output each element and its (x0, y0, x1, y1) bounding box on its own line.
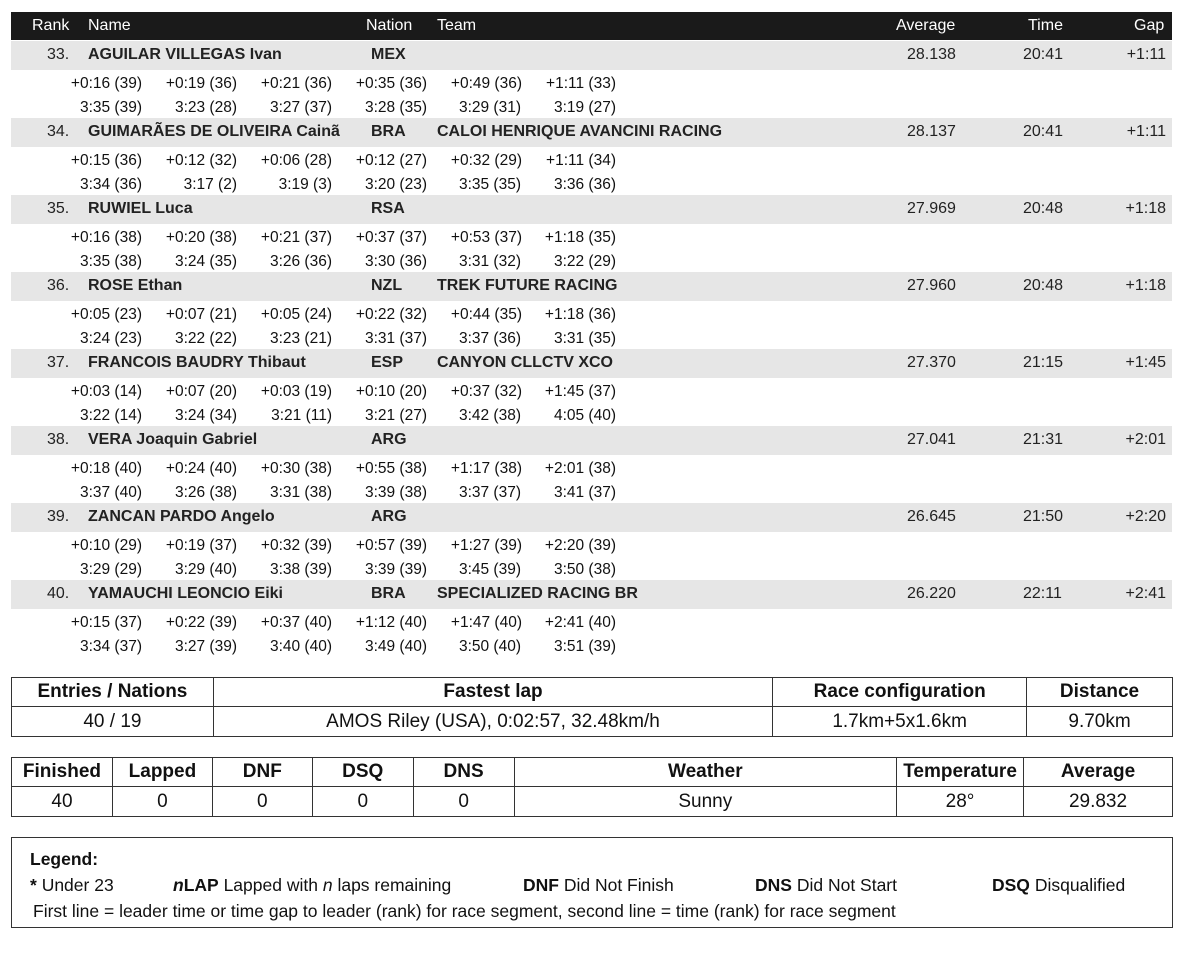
average-speed-value: 29.832 (1024, 787, 1173, 817)
segment-gap: +0:12 (27) (355, 152, 427, 169)
segment-time: 3:20 (23) (364, 176, 427, 193)
rider-gap: +1:11 (1126, 123, 1166, 140)
segment-time: 3:29 (29) (79, 561, 142, 578)
weather-header: Weather (514, 758, 897, 787)
segment-time: 3:38 (39) (269, 561, 332, 578)
rider-main-row (11, 41, 1172, 70)
segment-time: 3:37 (37) (458, 484, 521, 501)
segment-time: 3:23 (21) (269, 330, 332, 347)
legend-dsq: DSQ Disqualified (992, 875, 1126, 895)
segment-gap: +0:24 (40) (165, 460, 237, 477)
segment-gap: +0:19 (36) (165, 75, 237, 92)
segment-gap: +0:21 (37) (260, 229, 332, 246)
weather-value: Sunny (514, 787, 897, 817)
segment-time: 3:35 (39) (79, 99, 142, 116)
segment-time: 3:40 (40) (269, 638, 332, 655)
segment-time: 3:28 (35) (364, 99, 427, 116)
fastest-lap-value: AMOS Riley (USA), 0:02:57, 32.48km/h (213, 707, 772, 737)
legend-dns: DNS Did Not Start (755, 875, 898, 895)
segment-gap: +1:17 (38) (450, 460, 522, 477)
segment-time: 3:31 (37) (364, 330, 427, 347)
rider-team: SPECIALIZED RACING BR (437, 585, 638, 602)
rider-nation: NZL (371, 277, 403, 294)
segment-gap: +0:16 (38) (70, 229, 142, 246)
dns-value: 0 (413, 787, 514, 817)
segment-time: 3:21 (11) (271, 407, 332, 424)
entries-header: Entries / Nations (12, 678, 214, 707)
race-config-header: Race configuration (773, 678, 1027, 707)
segment-time: 3:31 (35) (553, 330, 616, 347)
segment-time: 3:50 (40) (458, 638, 521, 655)
segment-time: 3:37 (40) (79, 484, 142, 501)
segment-time: 3:36 (36) (553, 176, 616, 193)
segment-gap: +0:16 (39) (70, 75, 142, 92)
rider-average: 27.960 (907, 277, 956, 294)
rider-average: 26.645 (907, 508, 956, 525)
rider-rank: 34. (47, 123, 70, 140)
segment-gap: +0:37 (40) (260, 614, 332, 631)
lapped-header: Lapped (112, 758, 212, 787)
segment-gap: +2:20 (39) (544, 537, 616, 554)
segment-gap: +0:07 (20) (165, 383, 237, 400)
segment-gap: +0:10 (29) (70, 537, 142, 554)
rider-nation: RSA (371, 200, 405, 217)
segment-time: 4:05 (40) (553, 407, 616, 424)
rider-gap: +1:18 (1125, 200, 1166, 217)
segment-gap: +0:32 (29) (450, 152, 522, 169)
segment-time: 3:24 (23) (79, 330, 142, 347)
rider-main-row (11, 580, 1172, 609)
rider-main-row (11, 118, 1172, 147)
segment-time: 3:27 (37) (269, 99, 332, 116)
rider-entry (11, 580, 1172, 657)
segment-gap: +0:21 (36) (260, 75, 332, 92)
segment-gap: +0:06 (28) (260, 152, 332, 169)
segment-time: 3:24 (34) (174, 407, 237, 424)
segment-gap: +0:44 (35) (450, 306, 522, 323)
rider-gap: +1:11 (1126, 46, 1166, 63)
segment-time: 3:49 (40) (364, 638, 427, 655)
segment-time: 3:35 (35) (458, 176, 521, 193)
segment-time: 3:27 (39) (174, 638, 237, 655)
rider-name: YAMAUCHI LEONCIO Eiki (88, 585, 283, 602)
rider-gap: +1:45 (1125, 354, 1166, 371)
dnf-header: DNF (212, 758, 312, 787)
segment-time: 3:39 (39) (364, 561, 427, 578)
rider-team: TREK FUTURE RACING (437, 277, 618, 294)
result-stats-table (11, 757, 1173, 817)
rider-entry (11, 272, 1172, 349)
rider-main-row (11, 349, 1172, 378)
segment-time: 3:50 (38) (553, 561, 616, 578)
segment-time: 3:19 (27) (553, 99, 616, 116)
rider-entry (11, 41, 1172, 118)
segment-time: 3:37 (36) (458, 330, 521, 347)
segment-gap: +1:18 (35) (544, 229, 616, 246)
rider-name: FRANCOIS BAUDRY Thibaut (88, 354, 306, 371)
rider-entry (11, 503, 1172, 580)
segment-gap: +1:11 (34) (546, 152, 616, 169)
segment-time: 3:29 (40) (174, 561, 237, 578)
segment-gap: +0:32 (39) (260, 537, 332, 554)
segment-gap: +0:30 (38) (260, 460, 332, 477)
segment-gap: +0:55 (38) (355, 460, 427, 477)
segment-time: 3:39 (38) (364, 484, 427, 501)
entries-value: 40 / 19 (12, 707, 214, 737)
rider-team: CANYON CLLCTV XCO (437, 354, 613, 371)
rider-time: 20:48 (1023, 277, 1064, 294)
rider-average: 28.138 (907, 46, 956, 63)
rider-name: VERA Joaquin Gabriel (88, 431, 258, 448)
segment-gap: +0:19 (37) (165, 537, 237, 554)
segment-gap: +2:01 (38) (544, 460, 616, 477)
rider-nation: ARG (371, 431, 407, 448)
segment-gap: +0:49 (36) (450, 75, 522, 92)
rider-time: 21:50 (1023, 508, 1064, 525)
rider-time: 20:48 (1023, 200, 1064, 217)
race-config-value: 1.7km+5x1.6km (773, 707, 1027, 737)
rider-rank: 40. (47, 585, 70, 602)
segment-gap: +1:18 (36) (544, 306, 616, 323)
segment-gap: +0:37 (37) (355, 229, 427, 246)
fastest-lap-header: Fastest lap (213, 678, 772, 707)
rider-average: 27.969 (907, 200, 956, 217)
segment-time: 3:26 (36) (269, 253, 332, 270)
rider-rank: 38. (47, 431, 70, 448)
legend-box (11, 837, 1173, 928)
rider-gap: +1:18 (1125, 277, 1166, 294)
distance-value: 9.70km (1027, 707, 1173, 737)
rider-nation: ESP (371, 354, 404, 371)
segment-time: 3:35 (38) (79, 253, 142, 270)
segment-gap: +0:05 (24) (260, 306, 332, 323)
segment-gap: +0:22 (32) (355, 306, 427, 323)
segment-time: 3:34 (36) (79, 176, 142, 193)
rider-average: 26.220 (907, 585, 956, 602)
rider-rank: 33. (47, 46, 70, 63)
segment-time: 3:24 (35) (174, 253, 237, 270)
segment-gap: +0:05 (23) (70, 306, 142, 323)
rider-time: 21:31 (1023, 431, 1064, 448)
rider-entry (11, 426, 1172, 503)
rider-name: AGUILAR VILLEGAS Ivan (88, 46, 282, 63)
rider-rank: 37. (47, 354, 70, 371)
rider-time: 22:11 (1023, 585, 1062, 602)
segment-gap: +0:57 (39) (355, 537, 427, 554)
segment-gap: +1:45 (37) (544, 383, 616, 400)
segment-time: 3:22 (14) (79, 407, 142, 424)
segment-time: 3:29 (31) (458, 99, 521, 116)
segment-gap: +0:03 (19) (260, 383, 332, 400)
rider-main-row (11, 426, 1172, 455)
segment-time: 3:19 (3) (278, 176, 332, 193)
rider-nation: BRA (371, 585, 406, 602)
segment-time: 3:41 (37) (553, 484, 616, 501)
rider-time: 20:41 (1023, 123, 1064, 140)
segment-time: 3:22 (29) (553, 253, 616, 270)
col-rank: Rank (32, 17, 70, 34)
segment-gap: +0:12 (32) (165, 152, 237, 169)
race-summary-table (11, 677, 1173, 737)
col-time: Time (1028, 17, 1063, 34)
average-header: Average (1024, 758, 1173, 787)
rider-rank: 35. (47, 200, 70, 217)
temperature-header: Temperature (897, 758, 1024, 787)
segment-time: 3:31 (32) (458, 253, 521, 270)
rider-gap: +2:20 (1125, 508, 1166, 525)
rider-entry (11, 118, 1172, 195)
segment-gap: +0:20 (38) (165, 229, 237, 246)
segment-gap: +0:15 (36) (70, 152, 142, 169)
rider-average: 28.137 (907, 123, 956, 140)
rider-main-row (11, 272, 1172, 301)
segment-gap: +1:47 (40) (450, 614, 522, 631)
segment-gap: +0:15 (37) (70, 614, 142, 631)
segment-gap: +1:27 (39) (450, 537, 522, 554)
rider-entry (11, 349, 1172, 426)
segment-gap: +0:53 (37) (450, 229, 522, 246)
rider-time: 21:15 (1023, 354, 1064, 371)
segment-gap: +0:03 (14) (70, 383, 142, 400)
rider-time: 20:41 (1023, 46, 1064, 63)
rider-nation: ARG (371, 508, 407, 525)
col-name: Name (88, 17, 131, 34)
rider-gap: +2:41 (1125, 585, 1166, 602)
rider-name: RUWIEL Luca (88, 200, 193, 217)
segment-gap: +0:18 (40) (70, 460, 142, 477)
segment-time: 3:22 (22) (174, 330, 237, 347)
segment-gap: +1:12 (40) (355, 614, 427, 631)
segment-gap: +0:22 (39) (165, 614, 237, 631)
rider-name: ZANCAN PARDO Angelo (88, 508, 275, 525)
results-header (11, 12, 1172, 40)
legend-dnf: DNF Did Not Finish (523, 875, 674, 895)
finished-value: 40 (12, 787, 113, 817)
legend-title: Legend: (30, 849, 99, 869)
segment-time: 3:21 (27) (364, 407, 427, 424)
segment-gap: +1:11 (33) (546, 75, 616, 92)
legend-under23: * Under 23 (30, 875, 114, 895)
segment-time: 3:30 (36) (364, 253, 427, 270)
rider-gap: +2:01 (1125, 431, 1166, 448)
rider-entry (11, 195, 1172, 272)
rider-rank: 36. (47, 277, 70, 294)
segment-time: 3:34 (37) (79, 638, 142, 655)
segment-gap: +0:35 (36) (355, 75, 427, 92)
rider-main-row (11, 503, 1172, 532)
segment-time: 3:51 (39) (553, 638, 616, 655)
rider-nation: BRA (371, 123, 406, 140)
segment-gap: +0:07 (21) (165, 306, 237, 323)
segment-gap: +2:41 (40) (544, 614, 616, 631)
rider-nation: MEX (371, 46, 406, 63)
lapped-value: 0 (112, 787, 212, 817)
segment-gap: +0:10 (20) (355, 383, 427, 400)
segment-time: 3:23 (28) (174, 99, 237, 116)
dsq-header: DSQ (312, 758, 413, 787)
finished-header: Finished (12, 758, 113, 787)
segment-time: 3:26 (38) (174, 484, 237, 501)
segment-gap: +0:37 (32) (450, 383, 522, 400)
col-nation: Nation (366, 17, 413, 34)
rider-average: 27.041 (907, 431, 956, 448)
dnf-value: 0 (212, 787, 312, 817)
segment-time: 3:17 (2) (183, 176, 237, 193)
segment-time: 3:45 (39) (458, 561, 521, 578)
distance-header: Distance (1027, 678, 1173, 707)
rider-name: GUIMARÃES DE OLIVEIRA Cainã (88, 123, 340, 140)
dns-header: DNS (413, 758, 514, 787)
segment-time: 3:42 (38) (458, 407, 521, 424)
col-team: Team (437, 17, 477, 34)
col-average: Average (896, 17, 956, 34)
rider-rank: 39. (47, 508, 70, 525)
rider-team: CALOI HENRIQUE AVANCINI RACING (437, 123, 723, 140)
col-gap: Gap (1134, 17, 1165, 34)
rider-average: 27.370 (907, 354, 956, 371)
rider-main-row (11, 195, 1172, 224)
temperature-value: 28° (897, 787, 1024, 817)
legend-note: First line = leader time or time gap to leader (rank) for race segment, second line = time (rank) for race segment (33, 901, 896, 921)
dsq-value: 0 (312, 787, 413, 817)
rider-name: ROSE Ethan (88, 277, 183, 294)
legend-lapped: nLAP Lapped with n laps remaining (173, 875, 452, 895)
segment-time: 3:31 (38) (269, 484, 332, 501)
